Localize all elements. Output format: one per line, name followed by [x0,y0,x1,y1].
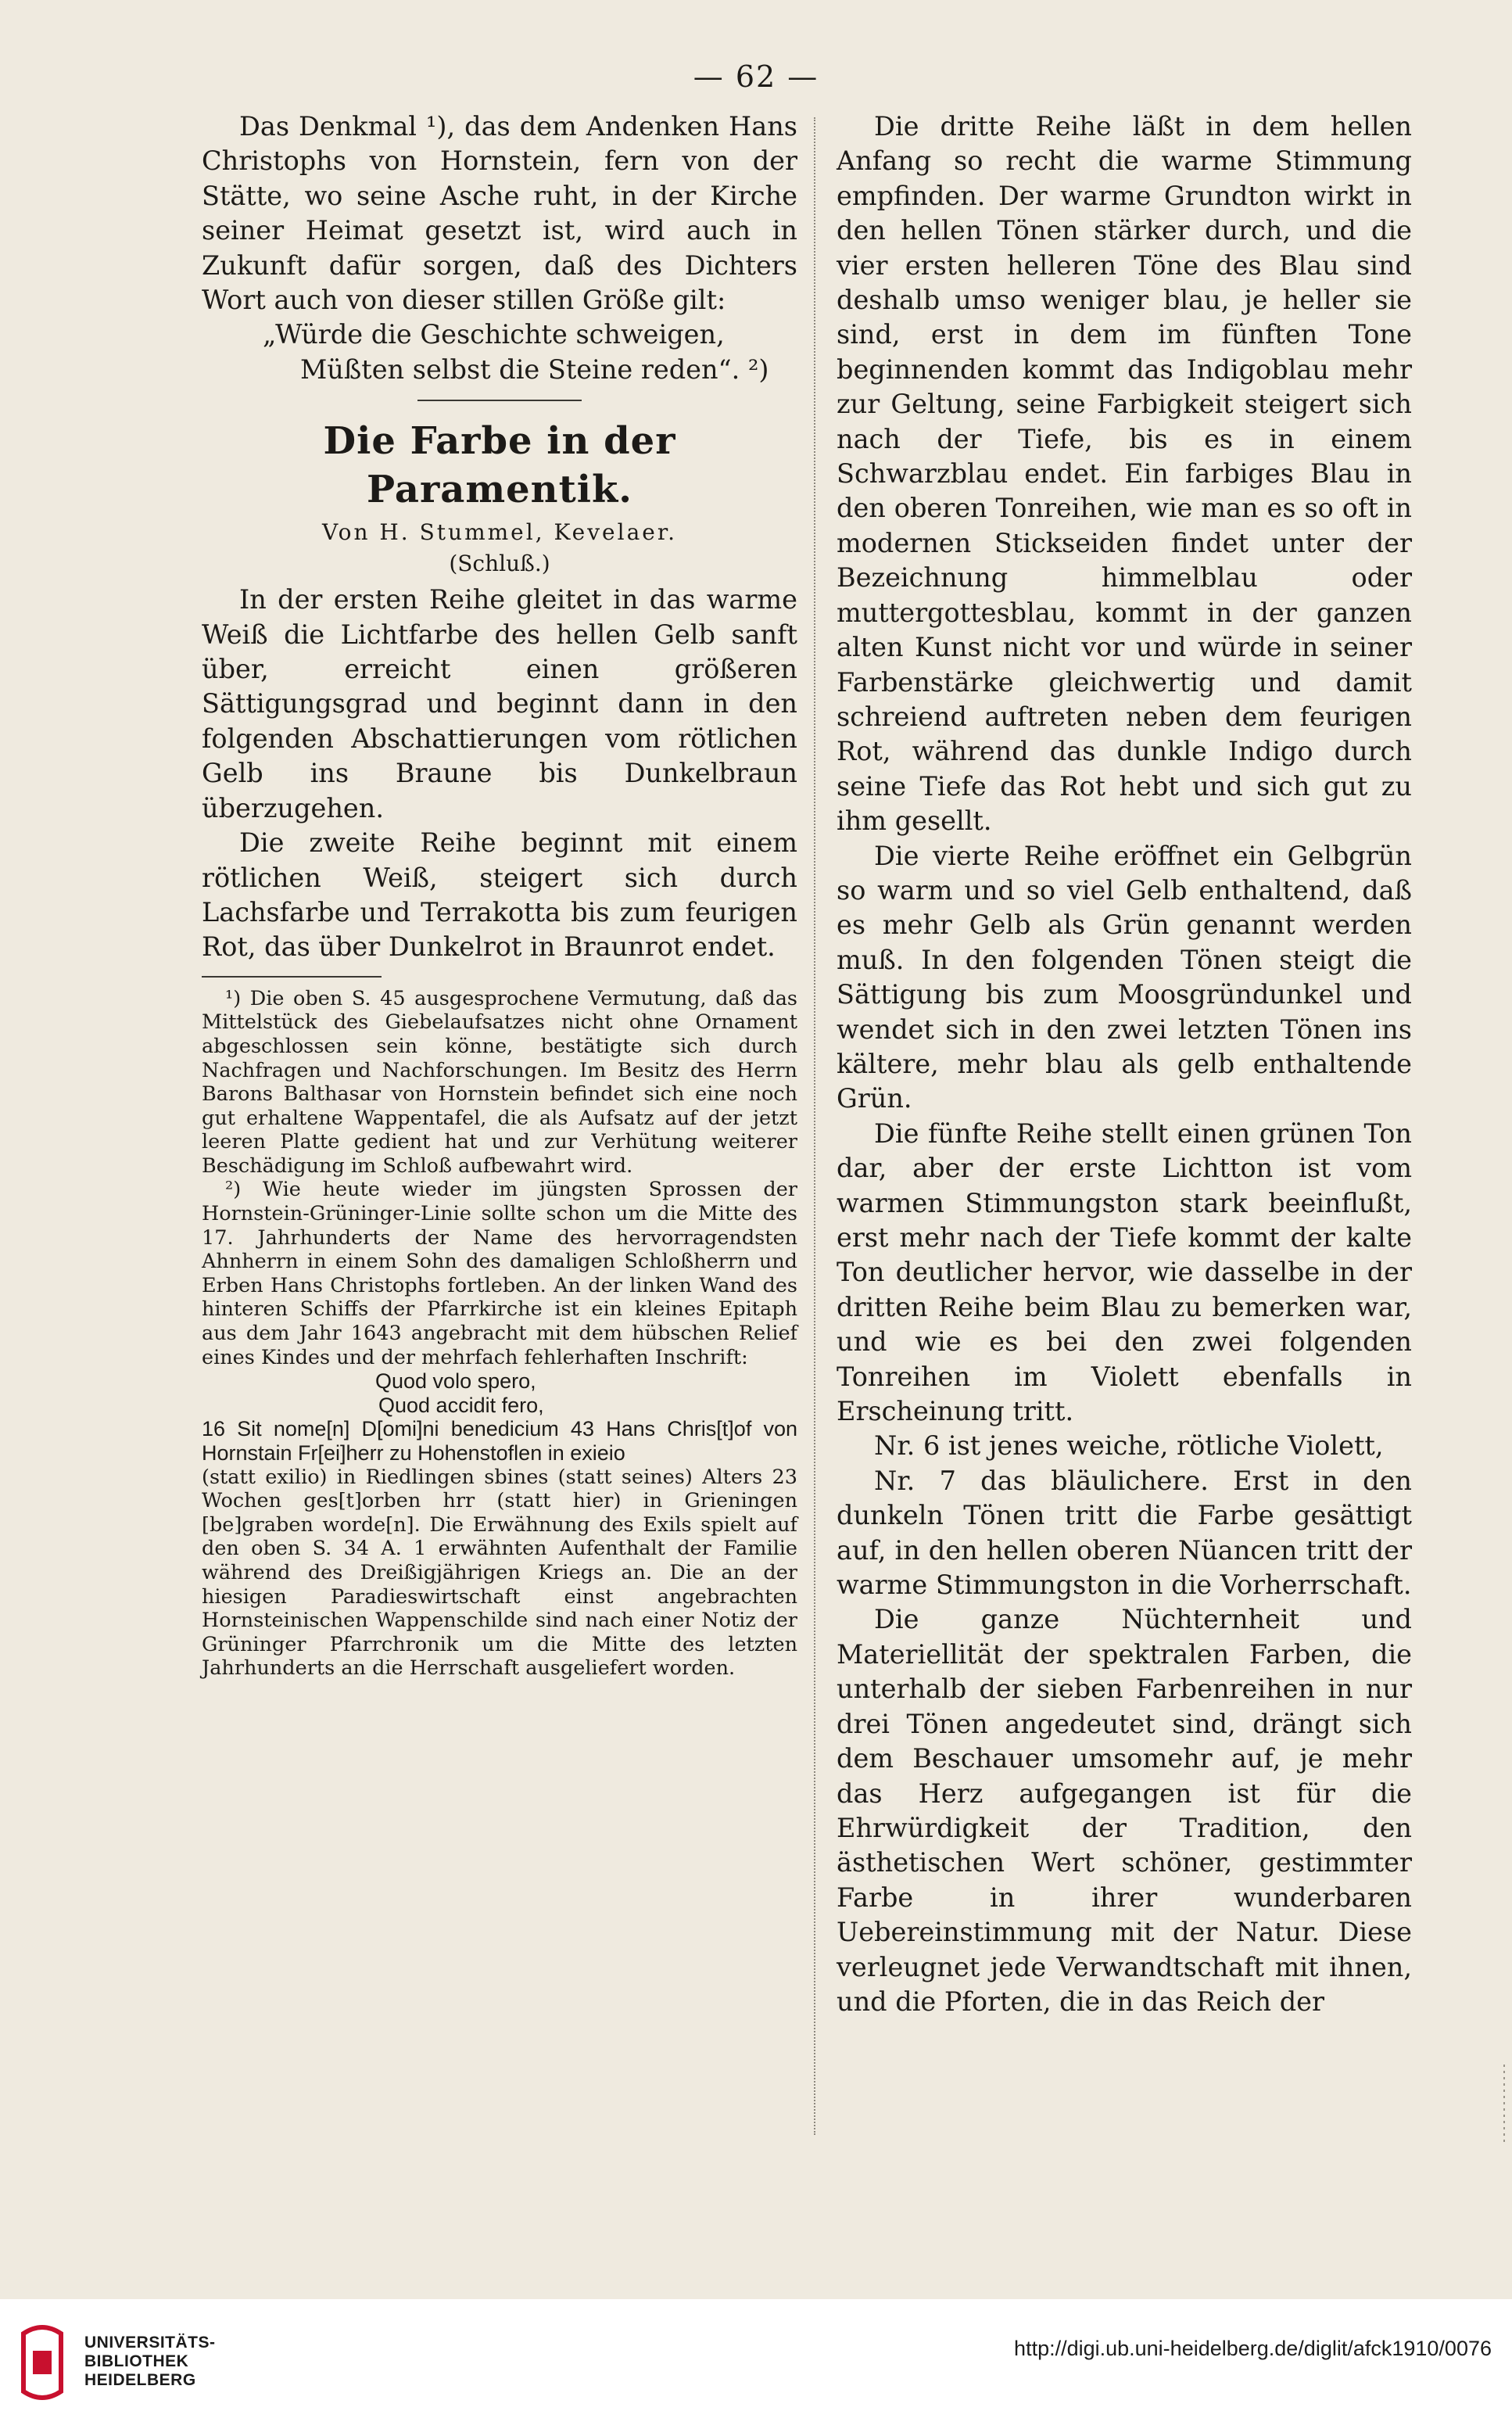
article-byline: Von H. Stummel, Kevelaer. [321,519,678,546]
right-column [837,109,1412,2019]
paragraph-conclusion: Die ganze Nüchternheit und Materiellität der spektralen Farben, die unterhalb der sieben Farbenreihen in nur drei Tönen angedeutet sind, drängt sich dem Beschauer umsomehr auf, je mehr das Herz aufgegangen ist für die Ehrwürdigkeit der Tradition, den ästhetischen Wert schöner, gestimmter Farbe in ihrer wunderbaren Uebereinstimmung mit der Natur. Diese verleugnet jede Verwandtschaft mit ihnen, und die Pforten, die in das Reich der [837,1604,1412,2017]
paragraph-fifth-row: Die fünfte Reihe stellt einen grünen Ton dar, aber der erste Lichtton ist vom warmen Stimmungston stark beeinflußt, erst mehr nach der Tiefe kommt der kalte Ton deutlicher hervor, wie dasselbe in der dritten Reihe beim Blau zu bemerken war, und wie es bei den zwei folgenden Tonreihen im Violett ebenfalls in Erscheinung tritt. [837,1118,1412,1427]
library-name [84,2334,216,2390]
intro-paragraph: Das Denkmal ¹), das dem Andenken Hans Christophs von Hornstein, fern von der Stätte, wo seine Asche ruht, in der Kirche seiner Heimat gesetzt ist, wird auch in Zukunft dafür sorgen, daß des Dichters Wort auch von dieser stillen Größe gilt: [202,111,797,316]
section-divider [417,400,582,401]
paragraph-seventh-row: Nr. 7 das bläulichere. Erst in den dunkeln Tönen tritt die Farbe gesättigt auf, in den hellen oberen Nüancen tritt der warme Stimmungston in die Vorherrschaft. [837,1465,1412,1601]
inscription-line-1: Quod volo spero, [375,1369,536,1394]
footnote-2-continuation: (statt exilio) in Riedlingen sbines (statt seines) Alters 23 Wochen ges[t]orben hrr (statt hier) in Grieningen [be]graben worde[n]. Die Erwähnung des Exils spielt auf den oben S. 34 A. 1 erwähnten Aufenthalt der Familie während des Dreißigjährigen Kriegs an. Die an der hiesigen Paradieswirtschaft einst angebrachten Hornsteinischen Wappenschilde sind nach einer Notiz der Grüninger Pfarrchronik um die Mitte des letzten Jahrhunderts an die Herrschaft ausgeliefert worden. [202,1465,797,1681]
paragraph-first-row: In der ersten Reihe gleitet in das warme Weiß die Lichtfarbe des hellen Gelb sanft über, erreicht einen größeren Sättigungsgrad und beginnt dann in den folgenden Abschattierungen vom rötlichen Gelb ins Braune bis Dunkelbraun überzugehen. [202,584,797,823]
page-edge-mark [1501,2065,1507,2143]
inscription-line-2: Quod accidit fero, [378,1393,544,1417]
paragraph-third-row: Die dritte Reihe läßt in dem hellen Anfang so recht die warme Stimmung empfinden. Der warme Grundton wirkt in den hellen Tönen stärker durch, und die vier ersten helleren Töne des Blau sind deshalb umso weniger blau, je heller sie sind, erst in dem im fünften Tone beginnenden kommt das Indigoblau mehr zur Geltung, seine Farbigkeit steigert sich nach der Tiefe, bis es in einem Schwarzblau endet. Ein farbiges Blau in den oberen Tonreihen, wie man es so oft in modernen Stickseiden findet unter der Bezeichnung himmelblau oder muttergottesblau, kommt in der ganzen alten Kunst nicht vor und würde in seiner Farbenstärke gleichwertig und damit schreiend auftreten neben dem feurigen Rot, während das dunkle Indigo durch seine Tiefe das Rot hebt und sich gut zu ihm gesellt. [837,111,1412,837]
continuation-note: (Schluß.) [449,551,550,577]
page-number: — 62 — [693,59,819,94]
library-name-line-1: UNIVERSITÄTS- [84,2334,216,2352]
library-name-line-2: BIBLIOTHEK [84,2352,189,2370]
paragraph-second-row: Die zweite Reihe beginnt mit einem rötlichen Weiß, steigert sich durch Lachsfarbe und Terrakotta bis zum feurigen Rot, das über Dunkelrot in Braunrot endet. [202,827,797,963]
article-heading: Die Farbe in der Paramentik. [323,419,676,512]
column-divider [814,117,815,2135]
source-url-link[interactable]: http://digi.ub.uni-heidelberg.de/diglit/afck1910/0076 [1014,2337,1492,2360]
footnote-divider [202,976,382,978]
paragraph-sixth-row: Nr. 6 ist jenes weiche, rötliche Violett, [874,1430,1384,1462]
footnote-1: ¹) Die oben S. 45 ausgesprochene Vermutung, daß das Mittelstück des Giebelaufsatzes nicht ohne Ornament abgeschlossen sein könne, bestätigte sich durch Nachfragen und Nachforschungen. Im Besitz des Herrn Barons Balthasar von Hornstein befindet sich eine noch gut erhaltene Wappentafel, die als Aufsatz auf der jetzt leeren Platte gedient hat und zur Verhütung weiterer Beschädigung im Schloß aufbewahrt wird. [202,986,797,1178]
paragraph-fourth-row: Die vierte Reihe eröffnet ein Gelbgrün so warm und so viel Gelb enthaltend, daß es mehr Gelb als Grün genannt werden muß. In den folgenden Tönen steigt die Sättigung bis zum Moosgründunkel und wendet sich in den zwei letzten Tönen ins kältere, mehr blau als gelb enthaltende Grün. [837,840,1412,1114]
inscription-line-3: 16 Sit nome[n] D[omi]ni benedicium 43 Hans Chris[t]of von Hornstain Fr[ei]herr zu Hohenstoflen in exieio [202,1417,797,1465]
library-name-line-3: HEIDELBERG [84,2371,196,2389]
library-footer [0,2299,1512,2436]
footnote-2: ²) Wie heute wieder im jüngsten Sprossen der Hornstein-Grüninger-Linie sollte schon um die Mitte des 17. Jahrhunderts der Name des hervorragendsten Ahnherrn in einem Sohn des damaligen Schloßherrn und Erben Hans Christophs fortleben. An der linken Wand des hinteren Schiffs der Pfarrkirche ist ein kleines Epitaph aus dem Jahr 1643 angebracht mit dem hübschen Relief eines Kindes und der mehrfach fehlerhaften Inschrift: [202,1178,797,1369]
university-library-logo-icon [17,2319,67,2406]
verse-line-1: „Würde die Geschichte schweigen, [263,319,725,350]
verse-line-2: Müßten selbst die Steine reden“. ²) [300,353,769,385]
left-column [202,109,797,1681]
